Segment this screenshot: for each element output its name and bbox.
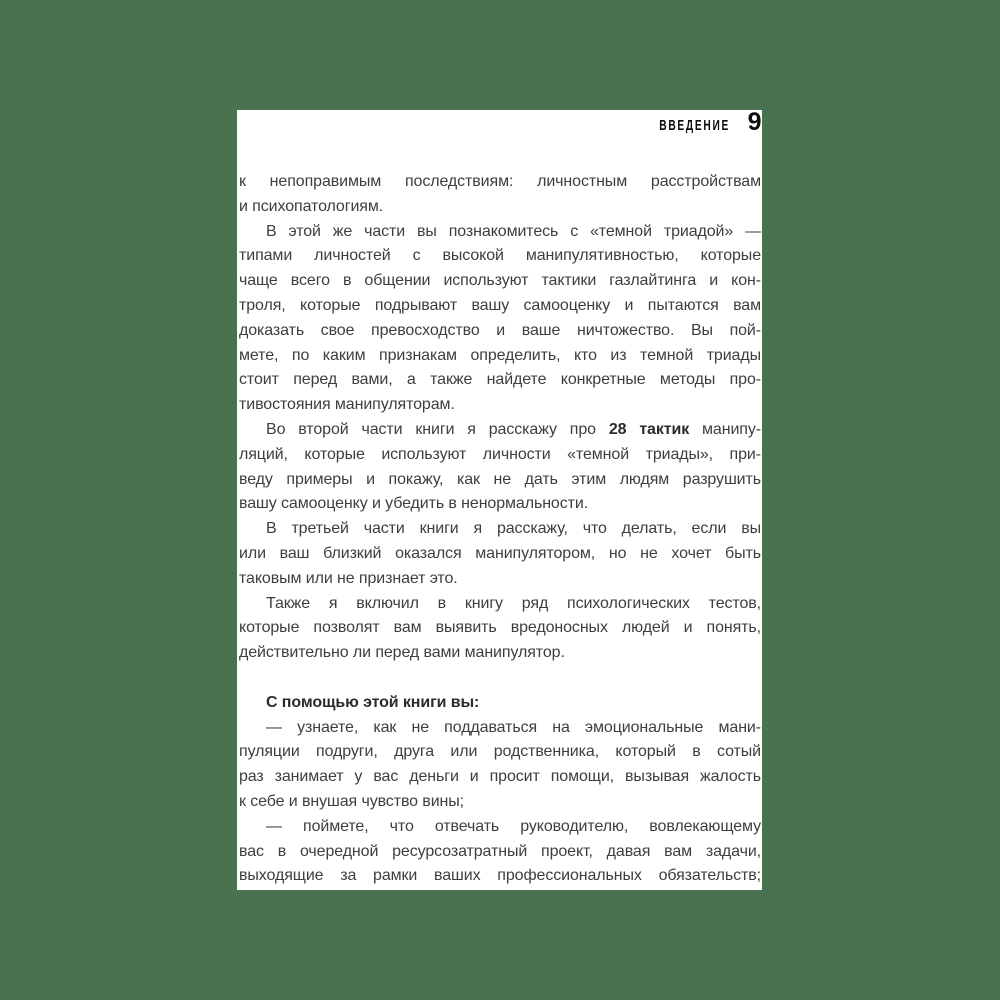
text-line: или ваш близкий оказался манипулятором, но не хочет быть [239,544,761,562]
text-line: к себе и внушая чувство вины; [239,792,465,810]
text-line: стоит перед вами, а также найдете конкретные методы про- [239,371,761,389]
text-segment: манипу- [689,420,761,438]
text-line: выходящие за рамки ваших профессиональных обязательств; [239,867,761,885]
text-line: доказать свое превосходство и ваше ничтожество. Вы пой- [239,321,761,339]
body-text [239,170,761,889]
text-line: тивостояния манипуляторам. [239,396,455,414]
text-line: вашу самооценку и убедить в ненормальности. [239,495,589,513]
text-line: ляций, которые используют личности «темной триады», при- [239,445,761,463]
text-line: — узнаете, как не поддаваться на эмоциональные мани- [266,718,761,736]
text-line: таковым или не признает это. [239,569,458,587]
text-line: типами личностей с высокой манипулятивностью, которые [239,247,761,265]
text-line: действительно ли перед вами манипулятор. [239,644,565,662]
text-line: и психопатологиям. [239,197,384,215]
text-line: вас в очередной ресурсозатратный проект, давая вам задачи, [239,842,761,860]
page-header [626,110,761,137]
paragraph-spacer [239,666,761,691]
page-number: 9 [747,110,761,136]
text-line: мете, по каким признакам определить, кто из темной триады [239,346,761,364]
text-line [239,418,761,443]
text-line: пуляции подруги, друга или родственника, который в сотый [239,743,761,761]
text-line: — поймете, что отвечать руководителю, вовлекающему [266,817,761,835]
text-line: веду примеры и покажу, как не дать этим людям разрушить [239,470,761,488]
text-line: чаще всего в общении используют тактики газлайтинга и кон- [239,272,761,290]
text-line: троля, которые подрывают вашу самооценку и пытаются вам [239,296,761,314]
text-line: В третьей части книги я расскажу, что делать, если вы [266,520,761,538]
book-page[interactable] [237,110,762,890]
text-line: раз занимает у вас деньги и просит помощи, вызывая жалость [239,768,761,786]
text-line: к непоправимым последствиям: личностным расстройствам [239,173,761,190]
text-line: Также я включил в книгу ряд психологических тестов, [266,594,761,612]
text-line: В этой же части вы познакомитесь с «темной триадой» — [266,222,761,240]
text-line: которые позволят вам выявить вредоносных людей и понять, [239,619,761,637]
bold-text-segment: 28 тактик [608,420,690,438]
text-segment: Во второй части книги я расскажу про [266,420,609,438]
section-heading: С помощью этой книги вы: [266,693,480,711]
chapter-title: ВВЕДЕНИЕ [658,117,730,134]
